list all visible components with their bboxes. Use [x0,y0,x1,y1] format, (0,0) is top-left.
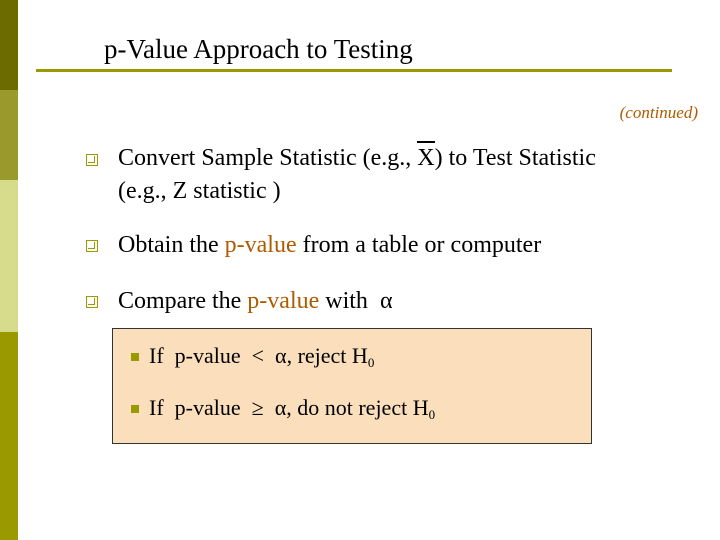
left-decor-bar-upper [0,90,18,180]
bullet-marker [86,154,98,166]
rule-if: If [149,395,164,420]
bullet-text: Obtain the [118,232,225,258]
x-bar-symbol: X [417,145,435,171]
continued-label: (continued) [619,103,698,122]
rule-operator: ≥ [251,395,264,420]
sub-bullet-marker [131,405,139,413]
bullet-text: with [319,288,374,314]
rule-action: , reject H [286,343,368,368]
rule-action: , do not reject H [286,395,429,420]
rule-reject [149,343,374,371]
rule-subscript: 0 [367,355,375,370]
rule-operator: < [251,343,265,368]
bullet-convert-statistic [118,145,596,172]
bullet-marker [86,240,98,252]
rule-if: If [149,343,164,368]
rule-label: p-value [174,343,241,368]
decision-rule-box [112,328,592,444]
rule-do-not-reject [149,395,435,423]
left-decor-bar-top [0,0,18,90]
slide-title: p-Value Approach to Testing [104,34,413,64]
bullet-obtain-pvalue [118,232,541,259]
pvalue-highlight: p-value [247,288,320,314]
left-decor-bar-bottom [0,332,18,540]
rule-subscript: 0 [428,407,436,422]
title-underline [36,69,672,72]
rule-label: p-value [174,395,241,420]
bullet-text: from a table or computer [296,232,542,258]
bullet-text: Compare the [118,288,248,314]
bullet-convert-statistic-line2: (e.g., Z statistic ) [118,178,281,204]
bullet-marker [86,296,98,308]
pvalue-highlight: p-value [224,232,297,258]
alpha-symbol: α [275,343,287,368]
bullet-compare-pvalue [118,288,393,315]
bullet-text: Convert Sample Statistic (e.g., [118,145,418,171]
left-decor-bar-middle [0,180,18,332]
alpha-symbol: α [274,395,287,420]
bullet-text: ) to Test Statistic [434,145,596,171]
alpha-symbol: α [379,288,393,314]
sub-bullet-marker [131,353,139,361]
